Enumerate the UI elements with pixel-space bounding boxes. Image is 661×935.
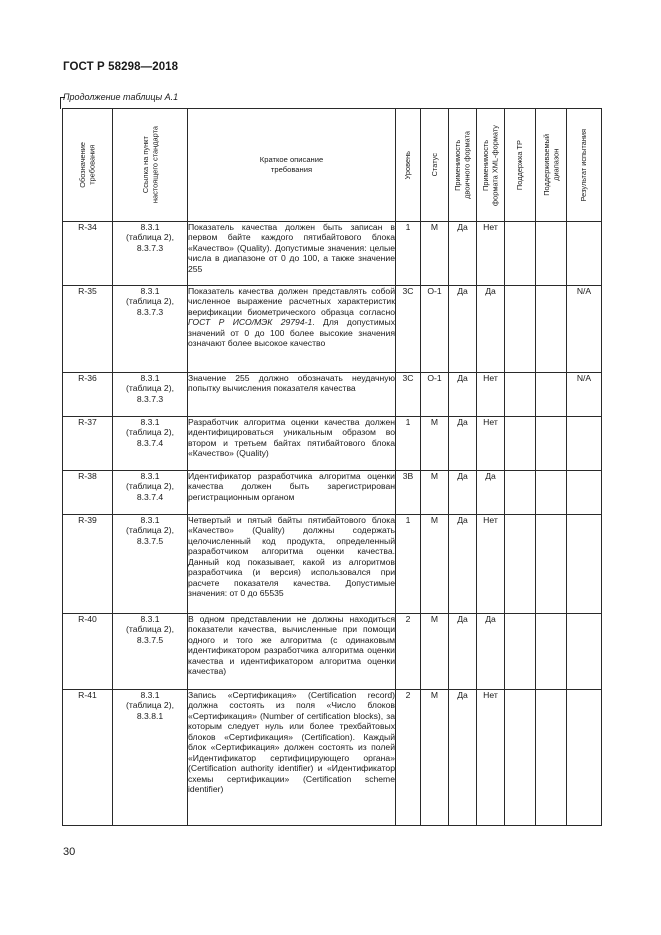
req-binary: Да: [449, 417, 477, 471]
req-desc-part: . Для допустимых значений от 0 до 100 более высокие значения означают более высокое качество: [188, 317, 395, 349]
col-header-xml: Применимость формата XML-формату: [477, 109, 505, 222]
table-row: [63, 690, 602, 826]
req-ref: 8.3.1 (таблица 2), 8.3.7.4: [113, 471, 188, 515]
requirements-table: [62, 108, 602, 826]
req-result: [567, 614, 602, 690]
req-binary: Да: [449, 690, 477, 826]
table-row: [63, 515, 602, 614]
req-binary: Да: [449, 471, 477, 515]
standard-reference: ГОСТ Р ИСО/МЭК 29794-1: [188, 317, 313, 328]
req-xml: Нет: [477, 417, 505, 471]
table-row: [63, 373, 602, 417]
req-level: 3С: [396, 286, 421, 373]
req-binary: Да: [449, 373, 477, 417]
req-ref: 8.3.1 (таблица 2), 8.3.7.3: [113, 222, 188, 286]
req-result: [567, 515, 602, 614]
req-status: М: [421, 417, 449, 471]
req-id: R-35: [63, 286, 113, 373]
req-xml: Да: [477, 614, 505, 690]
req-id: R-38: [63, 471, 113, 515]
req-range: [536, 515, 567, 614]
req-level: 2: [396, 690, 421, 826]
req-ref: 8.3.1 (таблица 2), 8.3.7.5: [113, 614, 188, 690]
req-binary: Да: [449, 286, 477, 373]
req-result: [567, 417, 602, 471]
col-header-range: Поддерживаемый диапазон: [536, 109, 567, 222]
req-desc: Идентификатор разработчика алгоритма оценки качества должен быть зарегистрирован регистрационным органом: [188, 471, 396, 515]
req-binary: Да: [449, 515, 477, 614]
req-id: R-41: [63, 690, 113, 826]
req-level: 2: [396, 614, 421, 690]
req-desc-part: Показатель качества должен представлять собой численное выражение расчетных характеристик верификации биометрического образца согласно: [188, 286, 395, 317]
req-tp: [505, 222, 536, 286]
req-tp: [505, 690, 536, 826]
req-level: 1: [396, 417, 421, 471]
req-id: R-37: [63, 417, 113, 471]
req-desc: Запись «Сертификация» (Certification record) должна состоять из поля «Число блоков «Сертификация» (Number of certification blocks), за которым следует нуль или более трехбайтовых блоков «Сертификация» (Certification). Каждый блок «Сертификация» должен состоять из полей «Идентификатор сертифицирующего органа» (Certification authority identifier) и «Идентификатор схемы сертификации» (Certification scheme identifier): [188, 690, 396, 826]
req-level: 1: [396, 515, 421, 614]
req-xml: Да: [477, 286, 505, 373]
col-header-binary: Применимость двоичного формата: [449, 109, 477, 222]
col-header-level: Уровень: [396, 109, 421, 222]
req-desc: В одном представлении не должны находиться показатели качества, вычисленные при помощи одного и того же алгоритма (с одинаковым идентификатором разработчика алгоритма оценки качества и идентификатором алгоритма оценки качества): [188, 614, 396, 690]
req-range: [536, 471, 567, 515]
req-result: [567, 471, 602, 515]
req-status: М: [421, 515, 449, 614]
req-status: О-1: [421, 286, 449, 373]
req-status: М: [421, 222, 449, 286]
table-row: [63, 471, 602, 515]
req-tp: [505, 471, 536, 515]
table-continuation-caption: Продолжение таблицы А.1: [63, 92, 179, 102]
req-desc: Разработчик алгоритма оценки качества должен идентифицироваться уникальным образом во втором и третьем байтах пятибайтового блока «Качество» (Quality): [188, 417, 396, 471]
req-binary: Да: [449, 222, 477, 286]
col-header-status: Статус: [421, 109, 449, 222]
col-header-desc: Краткое описание требования: [188, 109, 396, 222]
col-header-result: Результат испытания: [567, 109, 602, 222]
req-range: [536, 222, 567, 286]
req-id: R-40: [63, 614, 113, 690]
req-range: [536, 417, 567, 471]
req-level: 3С: [396, 373, 421, 417]
req-xml: Нет: [477, 515, 505, 614]
req-desc: Значение 255 должно обозначать неудачную попытку вычисления показателя качества: [188, 373, 396, 417]
req-binary: Да: [449, 614, 477, 690]
req-tp: [505, 286, 536, 373]
req-ref: 8.3.1 (таблица 2), 8.3.7.3: [113, 286, 188, 373]
req-range: [536, 690, 567, 826]
col-header-id: Обозначение требования: [63, 109, 113, 222]
req-result: N/A: [567, 286, 602, 373]
req-ref: 8.3.1 (таблица 2), 8.3.7.5: [113, 515, 188, 614]
req-range: [536, 286, 567, 373]
req-level: 1: [396, 222, 421, 286]
col-header-ref: Ссылка на пункт настоящего стандарта: [113, 109, 188, 222]
table-row: [63, 417, 602, 471]
req-tp: [505, 417, 536, 471]
req-ref: 8.3.1 (таблица 2), 8.3.8.1: [113, 690, 188, 826]
req-id: R-39: [63, 515, 113, 614]
req-result: [567, 690, 602, 826]
req-desc: Показатель качества должен быть записан в первом байте каждого пятибайтового блока «Качество» (Quality). Допустимые значения: целые числа в диапазоне от 0 до 100, а также значение 255: [188, 222, 396, 286]
req-status: О-1: [421, 373, 449, 417]
req-result: N/A: [567, 373, 602, 417]
req-status: М: [421, 690, 449, 826]
req-ref: 8.3.1 (таблица 2), 8.3.7.3: [113, 373, 188, 417]
document-header: ГОСТ Р 58298—2018: [63, 61, 179, 73]
col-header-tp: Поддержка ТР: [505, 109, 536, 222]
req-status: М: [421, 471, 449, 515]
req-range: [536, 614, 567, 690]
req-desc: [188, 286, 396, 373]
req-desc: Четвертый и пятый байты пятибайтового блока «Качество» (Quality) должны содержать целочисленный код продукта, определенный разработчиком алгоритма оценки качества. Данный код показывает, какой из алгоритмов разработчика (и версия) использовался при расчете показателя качества. Допустимые значения: от 0 до 65535: [188, 515, 396, 614]
page-number: 30: [63, 846, 76, 858]
req-xml: Нет: [477, 690, 505, 826]
req-level: 3В: [396, 471, 421, 515]
req-xml: Нет: [477, 373, 505, 417]
req-status: М: [421, 614, 449, 690]
req-result: [567, 222, 602, 286]
table-header-row: [63, 109, 602, 222]
table-row: [63, 222, 602, 286]
req-xml: Нет: [477, 222, 505, 286]
req-range: [536, 373, 567, 417]
req-tp: [505, 515, 536, 614]
table-row: [63, 286, 602, 373]
req-id: R-36: [63, 373, 113, 417]
req-id: R-34: [63, 222, 113, 286]
req-tp: [505, 373, 536, 417]
table-row: [63, 614, 602, 690]
req-tp: [505, 614, 536, 690]
req-ref: 8.3.1 (таблица 2), 8.3.7.4: [113, 417, 188, 471]
req-xml: Да: [477, 471, 505, 515]
